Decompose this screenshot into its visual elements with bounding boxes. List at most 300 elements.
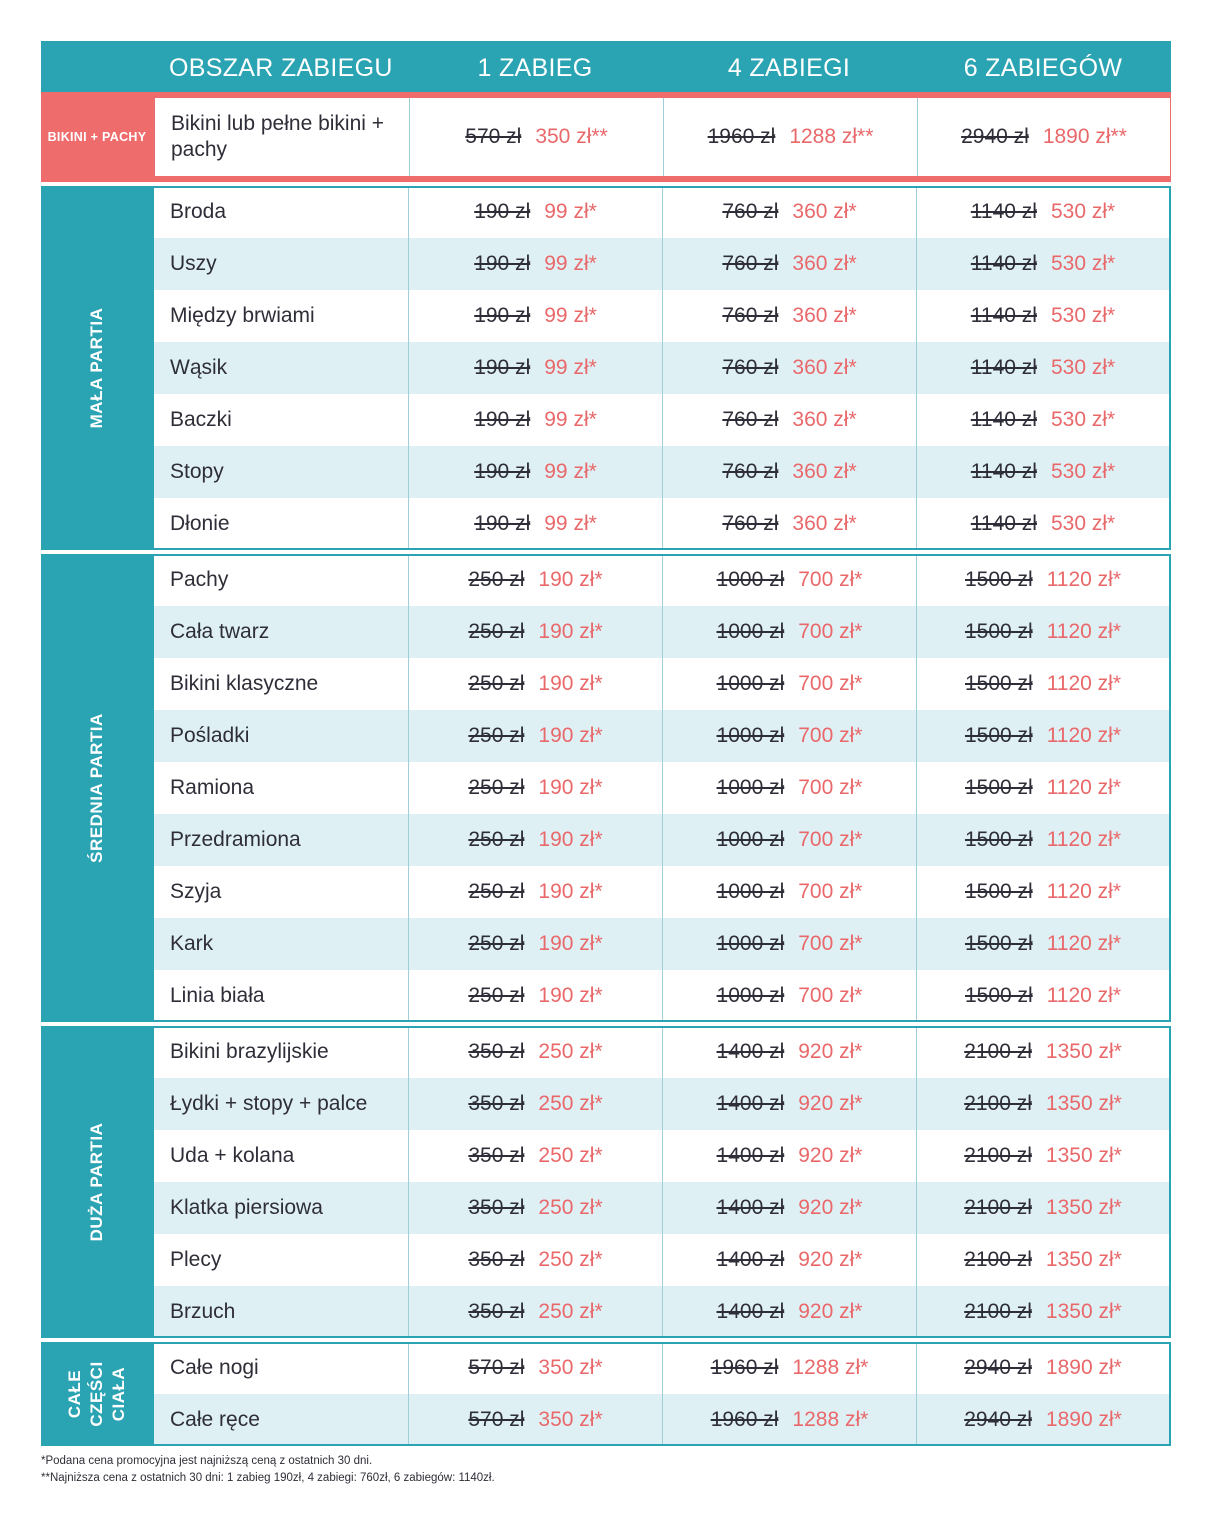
table-header xyxy=(41,41,1171,92)
old-price: 1400 zł xyxy=(716,1196,785,1219)
new-price: 350 zł** xyxy=(535,125,608,148)
price-cell xyxy=(662,290,916,342)
table-row xyxy=(154,918,1171,970)
price-cell xyxy=(408,1078,662,1130)
table-row xyxy=(154,866,1171,918)
area-cell: Uda + kolana xyxy=(170,1144,295,1167)
new-price: 250 zł* xyxy=(538,1248,603,1271)
area-cell: Uszy xyxy=(170,252,217,275)
new-price: 360 zł* xyxy=(792,252,857,275)
footnote-1: *Podana cena promocyjna jest najniższą ceną z ostatnich 30 dni. xyxy=(41,1455,373,1467)
price-cell xyxy=(662,1182,916,1234)
new-price: 700 zł* xyxy=(798,984,863,1007)
old-price: 1000 zł xyxy=(716,932,785,955)
old-price: 2100 zł xyxy=(964,1248,1032,1271)
price-cell xyxy=(916,606,1169,658)
old-price: 760 zł xyxy=(722,304,779,327)
price-cell xyxy=(408,710,662,762)
price-cell xyxy=(662,238,916,290)
old-price: 190 zł xyxy=(474,304,531,327)
area-cell: Bikini brazylijskie xyxy=(170,1040,329,1063)
area-cell: Baczki xyxy=(170,408,232,431)
price-cell xyxy=(408,866,662,918)
price-cell xyxy=(916,762,1169,814)
new-price: 99 zł* xyxy=(544,200,597,223)
special-rows xyxy=(153,98,1170,176)
price-cell xyxy=(916,1130,1169,1182)
new-price: 1120 zł* xyxy=(1046,828,1122,851)
new-price: 530 zł* xyxy=(1050,252,1116,275)
old-price: 1400 zł xyxy=(716,1300,785,1323)
price-group xyxy=(41,186,1171,550)
new-price: 190 zł* xyxy=(538,984,603,1007)
header-col-2: 4 ZABIEGI xyxy=(727,54,851,82)
new-price: 700 zł* xyxy=(798,672,863,695)
price-cell xyxy=(408,238,662,290)
price-cell xyxy=(662,918,916,970)
price-cell xyxy=(662,498,916,550)
new-price: 700 zł* xyxy=(798,828,863,851)
old-price: 1140 zł xyxy=(970,356,1037,379)
old-price: 1500 zł xyxy=(964,620,1033,643)
new-price: 99 zł* xyxy=(544,252,597,275)
new-price: 360 zł* xyxy=(792,460,857,483)
area-cell: Między brwiami xyxy=(170,304,315,327)
new-price: 360 zł* xyxy=(792,512,857,535)
price-cell xyxy=(662,814,916,866)
new-price: 360 zł* xyxy=(792,304,857,327)
old-price: 760 zł xyxy=(722,460,779,483)
price-cell xyxy=(663,98,917,176)
old-price: 570 zł xyxy=(468,1408,525,1431)
area-cell: Broda xyxy=(170,200,227,223)
old-price: 1140 zł xyxy=(970,512,1037,535)
price-cell xyxy=(662,1342,916,1394)
new-price: 1120 zł* xyxy=(1046,568,1122,591)
price-cell xyxy=(662,658,916,710)
old-price: 250 zł xyxy=(468,984,525,1007)
old-price: 1140 zł xyxy=(970,408,1037,431)
old-price: 350 zł xyxy=(468,1196,525,1219)
area-cell: Przedramiona xyxy=(170,828,301,851)
price-cell xyxy=(408,1130,662,1182)
price-cell xyxy=(916,814,1169,866)
new-price: 1890 zł* xyxy=(1045,1356,1122,1379)
table-row xyxy=(154,1026,1171,1078)
area-cell: Bikini lub pełne bikini + pachy xyxy=(171,112,385,161)
group-rows xyxy=(153,186,1171,550)
price-cell xyxy=(916,394,1169,446)
old-price: 1000 zł xyxy=(716,984,785,1007)
table-row xyxy=(154,658,1171,710)
price-cell xyxy=(408,1234,662,1286)
price-cell xyxy=(662,970,916,1022)
area-cell: Szyja xyxy=(170,880,222,903)
old-price: 190 zł xyxy=(474,252,531,275)
table-row xyxy=(155,98,1170,176)
old-price: 350 zł xyxy=(468,1144,525,1167)
price-cell xyxy=(662,1130,916,1182)
new-price: 920 zł* xyxy=(798,1092,863,1115)
old-price: 250 zł xyxy=(468,776,525,799)
table-row xyxy=(154,1394,1171,1446)
price-cell xyxy=(662,554,916,606)
price-cell xyxy=(409,98,663,176)
price-cell xyxy=(662,446,916,498)
group-rows xyxy=(153,1342,1171,1446)
table-row xyxy=(154,1342,1171,1394)
old-price: 250 zł xyxy=(468,568,525,591)
price-cell xyxy=(408,1394,662,1446)
old-price: 1500 zł xyxy=(964,672,1033,695)
table-row xyxy=(154,186,1171,238)
table-row xyxy=(154,290,1171,342)
price-cell xyxy=(916,186,1169,238)
old-price: 1140 zł xyxy=(970,460,1037,483)
old-price: 1500 zł xyxy=(964,828,1033,851)
group-label-text: CAŁE CZĘŚCI CIAŁA xyxy=(65,1361,128,1427)
price-cell xyxy=(916,1286,1169,1338)
old-price: 250 zł xyxy=(468,672,525,695)
price-cell xyxy=(916,554,1169,606)
price-cell xyxy=(916,970,1169,1022)
price-cell xyxy=(408,498,662,550)
new-price: 530 zł* xyxy=(1050,408,1116,431)
old-price: 760 zł xyxy=(722,252,779,275)
old-price: 190 zł xyxy=(474,408,531,431)
area-cell: Całe nogi xyxy=(170,1356,259,1379)
table-row xyxy=(154,762,1171,814)
new-price: 700 zł* xyxy=(798,880,863,903)
new-price: 190 zł* xyxy=(538,932,603,955)
old-price: 1000 zł xyxy=(716,880,785,903)
area-cell: Cała twarz xyxy=(170,620,270,643)
old-price: 1000 zł xyxy=(716,776,785,799)
old-price: 760 zł xyxy=(722,200,779,223)
old-price: 350 zł xyxy=(468,1248,525,1271)
group-label-text: ŚREDNIA PARTIA xyxy=(87,713,106,863)
price-cell xyxy=(408,342,662,394)
price-cell xyxy=(408,446,662,498)
old-price: 1500 zł xyxy=(964,776,1033,799)
price-cell xyxy=(408,814,662,866)
group-label-text: MAŁA PARTIA xyxy=(87,307,106,429)
old-price: 1140 zł xyxy=(970,200,1037,223)
new-price: 190 zł* xyxy=(538,776,603,799)
price-cell xyxy=(916,658,1169,710)
new-price: 350 zł* xyxy=(538,1408,603,1431)
new-price: 190 zł* xyxy=(538,568,603,591)
new-price: 190 zł* xyxy=(538,620,603,643)
new-price: 190 zł* xyxy=(538,828,603,851)
old-price: 1000 zł xyxy=(716,568,785,591)
price-cell xyxy=(408,658,662,710)
area-cell: Linia biała xyxy=(170,984,265,1007)
new-price: 700 zł* xyxy=(798,932,863,955)
new-price: 250 zł* xyxy=(538,1196,603,1219)
price-cell xyxy=(916,1394,1169,1446)
new-price: 1350 zł* xyxy=(1045,1040,1122,1063)
new-price: 1288 zł** xyxy=(789,125,874,148)
price-cell xyxy=(408,290,662,342)
group-label-text: DUŻA PARTIA xyxy=(87,1122,106,1242)
new-price: 1350 zł* xyxy=(1045,1092,1122,1115)
price-cell xyxy=(916,1234,1169,1286)
price-cell xyxy=(916,238,1169,290)
price-cell xyxy=(916,710,1169,762)
price-cell xyxy=(408,1026,662,1078)
price-cell xyxy=(662,762,916,814)
old-price: 1140 zł xyxy=(970,304,1037,327)
price-cell xyxy=(408,1342,662,1394)
price-cell xyxy=(408,918,662,970)
new-price: 1890 zł* xyxy=(1045,1408,1122,1431)
price-cell xyxy=(916,1026,1169,1078)
new-price: 190 zł* xyxy=(538,672,603,695)
new-price: 530 zł* xyxy=(1050,304,1116,327)
new-price: 530 zł* xyxy=(1050,200,1116,223)
price-cell xyxy=(662,342,916,394)
new-price: 700 zł* xyxy=(798,568,863,591)
new-price: 350 zł* xyxy=(538,1356,603,1379)
new-price: 250 zł* xyxy=(538,1144,603,1167)
new-price: 1350 zł* xyxy=(1045,1144,1122,1167)
table-row xyxy=(154,970,1171,1022)
new-price: 1120 zł* xyxy=(1046,932,1122,955)
group-rows xyxy=(153,1026,1171,1338)
new-price: 920 zł* xyxy=(798,1248,863,1271)
old-price: 1960 zł xyxy=(707,125,776,148)
area-cell: Wąsik xyxy=(170,356,228,379)
new-price: 1350 zł* xyxy=(1045,1196,1122,1219)
price-cell xyxy=(662,186,916,238)
old-price: 1500 zł xyxy=(964,880,1033,903)
table-row xyxy=(154,1234,1171,1286)
price-cell xyxy=(408,970,662,1022)
price-cell xyxy=(916,290,1169,342)
area-cell: Dłonie xyxy=(170,512,230,535)
price-cell xyxy=(916,866,1169,918)
old-price: 1400 zł xyxy=(716,1040,785,1063)
new-price: 920 zł* xyxy=(798,1144,863,1167)
old-price: 1960 zł xyxy=(710,1408,779,1431)
table-row xyxy=(154,498,1171,550)
old-price: 2100 zł xyxy=(964,1092,1032,1115)
price-cell xyxy=(916,446,1169,498)
new-price: 360 zł* xyxy=(792,200,857,223)
special-offer-row xyxy=(41,92,1171,182)
new-price: 920 zł* xyxy=(798,1300,863,1323)
price-cell xyxy=(408,1286,662,1338)
table-row xyxy=(154,394,1171,446)
footnote-2: **Najniższa cena z ostatnich 30 dni: 1 zabieg 190zł, 4 zabiegi: 760zł, 6 zabiegów: 1140zł. xyxy=(41,1472,495,1484)
old-price: 1000 zł xyxy=(716,724,785,747)
old-price: 250 zł xyxy=(468,724,525,747)
price-cell xyxy=(408,606,662,658)
new-price: 190 zł* xyxy=(538,724,603,747)
price-cell xyxy=(916,1342,1169,1394)
area-cell: Plecy xyxy=(170,1248,222,1271)
old-price: 760 zł xyxy=(722,512,779,535)
old-price: 250 zł xyxy=(468,828,525,851)
price-cell xyxy=(662,710,916,762)
area-cell: Ramiona xyxy=(170,776,255,799)
old-price: 2940 zł xyxy=(964,1356,1032,1379)
new-price: 1120 zł* xyxy=(1046,672,1122,695)
new-price: 190 zł* xyxy=(538,880,603,903)
old-price: 1000 zł xyxy=(716,620,785,643)
old-price: 1400 zł xyxy=(716,1092,785,1115)
price-cell xyxy=(916,1182,1169,1234)
price-cell xyxy=(662,866,916,918)
table-row xyxy=(154,710,1171,762)
new-price: 99 zł* xyxy=(544,356,597,379)
old-price: 1500 zł xyxy=(964,568,1033,591)
new-price: 530 zł* xyxy=(1050,512,1116,535)
new-price: 1120 zł* xyxy=(1046,776,1122,799)
old-price: 1000 zł xyxy=(716,672,785,695)
price-group xyxy=(41,1026,1171,1338)
old-price: 190 zł xyxy=(474,200,531,223)
price-cell xyxy=(408,554,662,606)
area-cell: Pachy xyxy=(170,568,229,591)
old-price: 350 zł xyxy=(468,1040,525,1063)
new-price: 1120 zł* xyxy=(1046,724,1122,747)
old-price: 1140 zł xyxy=(970,252,1037,275)
new-price: 700 zł* xyxy=(798,620,863,643)
area-cell: Klatka piersiowa xyxy=(170,1196,323,1219)
area-cell: Pośladki xyxy=(170,724,250,747)
old-price: 190 zł xyxy=(474,356,531,379)
group-label xyxy=(41,1342,153,1446)
table-row xyxy=(154,1130,1171,1182)
old-price: 1500 zł xyxy=(964,724,1033,747)
price-cell xyxy=(662,1026,916,1078)
table-row xyxy=(154,606,1171,658)
old-price: 1500 zł xyxy=(964,932,1033,955)
old-price: 2100 zł xyxy=(964,1300,1032,1323)
old-price: 570 zł xyxy=(465,125,522,148)
new-price: 1120 zł* xyxy=(1046,984,1122,1007)
area-cell: Całe ręce xyxy=(170,1408,260,1431)
new-price: 1350 zł* xyxy=(1045,1300,1122,1323)
old-price: 190 zł xyxy=(474,460,531,483)
price-group xyxy=(41,1342,1171,1446)
new-price: 530 zł* xyxy=(1050,460,1116,483)
new-price: 99 zł* xyxy=(544,304,597,327)
new-price: 1350 zł* xyxy=(1045,1248,1122,1271)
table-row xyxy=(154,238,1171,290)
price-cell xyxy=(408,762,662,814)
new-price: 530 zł* xyxy=(1050,356,1116,379)
table-row xyxy=(154,342,1171,394)
old-price: 570 zł xyxy=(468,1356,525,1379)
old-price: 1960 zł xyxy=(710,1356,779,1379)
new-price: 920 zł* xyxy=(798,1196,863,1219)
new-price: 99 zł* xyxy=(544,460,597,483)
old-price: 250 zł xyxy=(468,880,525,903)
old-price: 250 zł xyxy=(468,620,525,643)
new-price: 99 zł* xyxy=(544,408,597,431)
price-cell xyxy=(916,1078,1169,1130)
area-cell: Łydki + stopy + palce xyxy=(170,1092,368,1115)
old-price: 1500 zł xyxy=(964,984,1033,1007)
price-cell xyxy=(916,918,1169,970)
new-price: 700 zł* xyxy=(798,724,863,747)
group-label xyxy=(41,554,153,1022)
new-price: 1288 zł* xyxy=(792,1356,869,1379)
price-cell xyxy=(662,1234,916,1286)
price-cell xyxy=(916,498,1169,550)
header-col-3: 6 ZABIEGÓW xyxy=(963,54,1123,82)
table-row xyxy=(154,1286,1171,1338)
old-price: 250 zł xyxy=(468,932,525,955)
new-price: 1890 zł** xyxy=(1042,125,1127,148)
new-price: 1120 zł* xyxy=(1046,880,1122,903)
price-cell xyxy=(662,1078,916,1130)
special-label: BIKINI + PACHY xyxy=(41,92,153,182)
new-price: 920 zł* xyxy=(798,1040,863,1063)
footnotes xyxy=(41,1453,495,1487)
price-cell xyxy=(916,342,1169,394)
old-price: 760 zł xyxy=(722,408,779,431)
old-price: 2940 zł xyxy=(964,1408,1032,1431)
header-area: OBSZAR ZABIEGU xyxy=(169,54,393,82)
old-price: 1400 zł xyxy=(716,1248,785,1271)
old-price: 2100 zł xyxy=(964,1196,1032,1219)
price-cell xyxy=(662,606,916,658)
price-cell xyxy=(662,1286,916,1338)
table-row xyxy=(154,554,1171,606)
price-cell xyxy=(408,186,662,238)
area-cell: Brzuch xyxy=(170,1300,236,1323)
old-price: 2100 zł xyxy=(964,1144,1032,1167)
new-price: 250 zł* xyxy=(538,1092,603,1115)
area-cell: Stopy xyxy=(170,460,224,483)
old-price: 350 zł xyxy=(468,1092,525,1115)
old-price: 350 zł xyxy=(468,1300,525,1323)
price-cell xyxy=(662,1394,916,1446)
new-price: 700 zł* xyxy=(798,776,863,799)
new-price: 250 zł* xyxy=(538,1040,603,1063)
group-label xyxy=(41,1026,153,1338)
price-group xyxy=(41,554,1171,1022)
group-label xyxy=(41,186,153,550)
old-price: 760 zł xyxy=(722,356,779,379)
price-groups xyxy=(41,182,1171,1446)
new-price: 250 zł* xyxy=(538,1300,603,1323)
table-row xyxy=(154,1078,1171,1130)
price-cell xyxy=(408,394,662,446)
price-cell xyxy=(408,1182,662,1234)
price-cell xyxy=(662,394,916,446)
old-price: 1000 zł xyxy=(716,828,785,851)
old-price: 190 zł xyxy=(474,512,531,535)
old-price: 2100 zł xyxy=(964,1040,1032,1063)
group-rows xyxy=(153,554,1171,1022)
area-cell: Bikini klasyczne xyxy=(170,672,319,695)
price-table xyxy=(41,41,1171,1446)
new-price: 99 zł* xyxy=(544,512,597,535)
new-price: 1288 zł* xyxy=(792,1408,869,1431)
header-col-1: 1 ZABIEG xyxy=(477,54,593,82)
price-cell xyxy=(917,98,1170,176)
old-price: 2940 zł xyxy=(961,125,1029,148)
new-price: 1120 zł* xyxy=(1046,620,1122,643)
new-price: 360 zł* xyxy=(792,356,857,379)
table-row xyxy=(154,446,1171,498)
table-row xyxy=(154,814,1171,866)
